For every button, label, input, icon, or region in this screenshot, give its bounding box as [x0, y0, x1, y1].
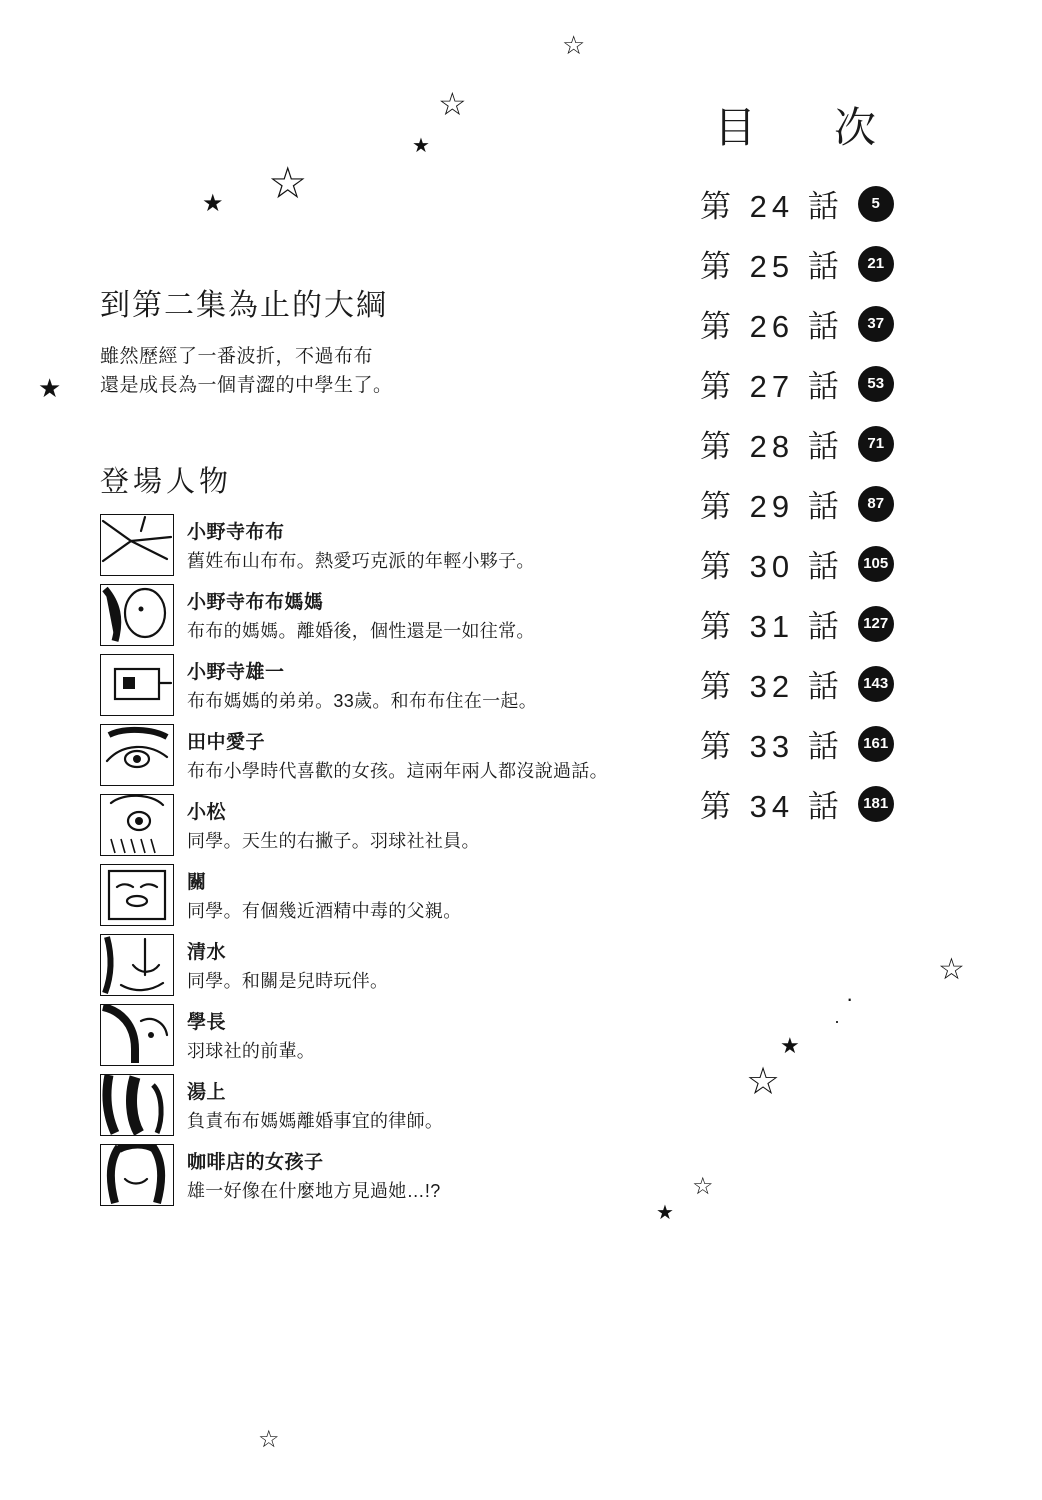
toc-entry-label: 第 25 話 — [700, 249, 844, 284]
character-entry — [100, 724, 720, 786]
face-aiko-icon — [100, 724, 174, 786]
left-content-column — [100, 280, 720, 1214]
toc-entry-label: 第 32 話 — [700, 669, 844, 704]
character-description: 同學。有個幾近酒精中毒的父親。 — [187, 900, 462, 921]
star-decoration: ★ — [780, 1033, 800, 1058]
character-description: 羽球社的前輩。 — [187, 1040, 316, 1061]
character-description: 布布小學時代喜歡的女孩。這兩年兩人都沒說過話。 — [187, 760, 608, 781]
character-name: 小野寺布布媽媽 — [187, 591, 324, 613]
toc-title: 目 次 — [714, 104, 895, 151]
character-name: 小野寺布布 — [187, 521, 285, 543]
toc-page-badge: 71 — [858, 426, 894, 462]
toc-entry[interactable] — [700, 301, 1000, 346]
character-list — [100, 514, 720, 1206]
character-entry — [100, 864, 720, 926]
character-text — [187, 724, 608, 783]
toc-entry[interactable] — [700, 181, 1000, 226]
star-decoration: ★ — [656, 1202, 674, 1224]
star-decoration: ☆ — [258, 1426, 280, 1453]
star-decoration: ★ — [412, 135, 430, 157]
character-text — [187, 794, 480, 853]
toc-entry-label: 第 28 話 — [700, 429, 844, 464]
face-yuichi-icon — [100, 654, 174, 716]
character-description: 同學。和關是兒時玩伴。 — [187, 970, 389, 991]
character-text — [187, 654, 537, 713]
character-name: 湯上 — [187, 1081, 227, 1103]
toc-page-badge: 127 — [858, 606, 894, 642]
character-entry — [100, 1004, 720, 1066]
star-decoration: ☆ — [562, 30, 586, 60]
star-decoration: ☆ — [692, 1173, 714, 1200]
toc-page-badge: 105 — [858, 546, 894, 582]
summary-heading: 到第二集為止的大綱 — [100, 289, 388, 322]
toc-entry[interactable] — [700, 541, 1000, 586]
summary-body — [100, 342, 720, 401]
character-name: 小野寺雄一 — [187, 661, 285, 683]
character-text — [187, 1004, 315, 1063]
summary-body-line1: 雖然歷經了一番波折，不過布布 — [100, 346, 374, 367]
character-description: 負責布布媽媽離婚事宜的律師。 — [187, 1110, 444, 1131]
toc-entry[interactable] — [700, 781, 1000, 826]
character-name: 清水 — [187, 941, 227, 963]
character-entry — [100, 1144, 720, 1206]
character-text — [187, 864, 462, 923]
character-entry — [100, 934, 720, 996]
star-decoration: ★ — [38, 373, 62, 403]
character-name: 關 — [187, 871, 207, 893]
character-description: 同學。天生的右撇子。羽球社社員。 — [187, 830, 480, 851]
face-yukami-icon — [100, 1074, 174, 1136]
star-decoration: ☆ — [268, 159, 308, 208]
toc-entry-label: 第 27 話 — [700, 369, 844, 404]
toc-entry[interactable] — [700, 361, 1000, 406]
toc-entry-label: 第 26 話 — [700, 309, 844, 344]
face-senpai-icon — [100, 1004, 174, 1066]
table-of-contents — [700, 95, 1000, 841]
toc-entry[interactable] — [700, 601, 1000, 646]
star-decoration: ☆ — [938, 953, 965, 986]
character-entry — [100, 584, 720, 646]
face-seki-icon — [100, 864, 174, 926]
toc-page-badge: 53 — [858, 366, 894, 402]
toc-entry-label: 第 34 話 — [700, 789, 844, 824]
summary-body-line2: 還是成長為一個青澀的中學生了。 — [100, 375, 393, 397]
toc-entry[interactable] — [700, 421, 1000, 466]
character-description: 布布的媽媽。離婚後，個性還是一如往常。 — [187, 620, 535, 641]
toc-page-badge: 37 — [858, 306, 894, 342]
toc-entry[interactable] — [700, 721, 1000, 766]
face-shimizu-icon — [100, 934, 174, 996]
star-decoration: ☆ — [438, 86, 467, 122]
toc-entry[interactable] — [700, 481, 1000, 526]
face-bubu-mother-icon — [100, 584, 174, 646]
toc-page-badge: 143 — [858, 666, 894, 702]
toc-entry-label: 第 30 話 — [700, 549, 844, 584]
face-bubu-icon — [100, 514, 174, 576]
character-description: 布布媽媽的弟弟。33歲。和布布住在一起。 — [187, 690, 538, 711]
toc-page-badge: 21 — [858, 246, 894, 282]
face-cafe-girl-icon — [100, 1144, 174, 1206]
character-name: 學長 — [187, 1011, 227, 1033]
star-decoration: ☆ — [746, 1061, 781, 1103]
character-name: 咖啡店的女孩子 — [187, 1151, 324, 1173]
toc-page-badge: 87 — [858, 486, 894, 522]
character-name: 田中愛子 — [187, 731, 266, 753]
character-text — [187, 584, 535, 643]
toc-entry-label: 第 29 話 — [700, 489, 844, 524]
toc-entry[interactable] — [700, 241, 1000, 286]
character-name: 小松 — [187, 801, 227, 823]
character-description: 舊姓布山布布。熱愛巧克派的年輕小夥子。 — [187, 550, 535, 571]
toc-page-badge: 161 — [858, 726, 894, 762]
toc-page-badge: 181 — [858, 786, 894, 822]
star-decoration: · — [834, 1011, 840, 1031]
character-entry — [100, 1074, 720, 1136]
toc-entry-label: 第 33 話 — [700, 729, 844, 764]
toc-entry[interactable] — [700, 661, 1000, 706]
toc-entry-label: 第 31 話 — [700, 609, 844, 644]
star-decoration: · — [846, 986, 854, 1011]
character-entry — [100, 794, 720, 856]
face-komatsu-icon — [100, 794, 174, 856]
toc-list — [700, 181, 1000, 826]
character-entry — [100, 654, 720, 716]
characters-heading: 登場人物 — [100, 465, 233, 498]
star-decoration: ★ — [202, 190, 224, 217]
character-text — [187, 934, 388, 993]
character-text — [187, 514, 535, 573]
character-text — [187, 1074, 443, 1133]
toc-entry-label: 第 24 話 — [700, 189, 844, 224]
character-description: 雄一好像在什麼地方見過她…!? — [187, 1180, 441, 1201]
character-text — [187, 1144, 441, 1203]
character-entry — [100, 514, 720, 576]
toc-page-badge: 5 — [858, 186, 894, 222]
